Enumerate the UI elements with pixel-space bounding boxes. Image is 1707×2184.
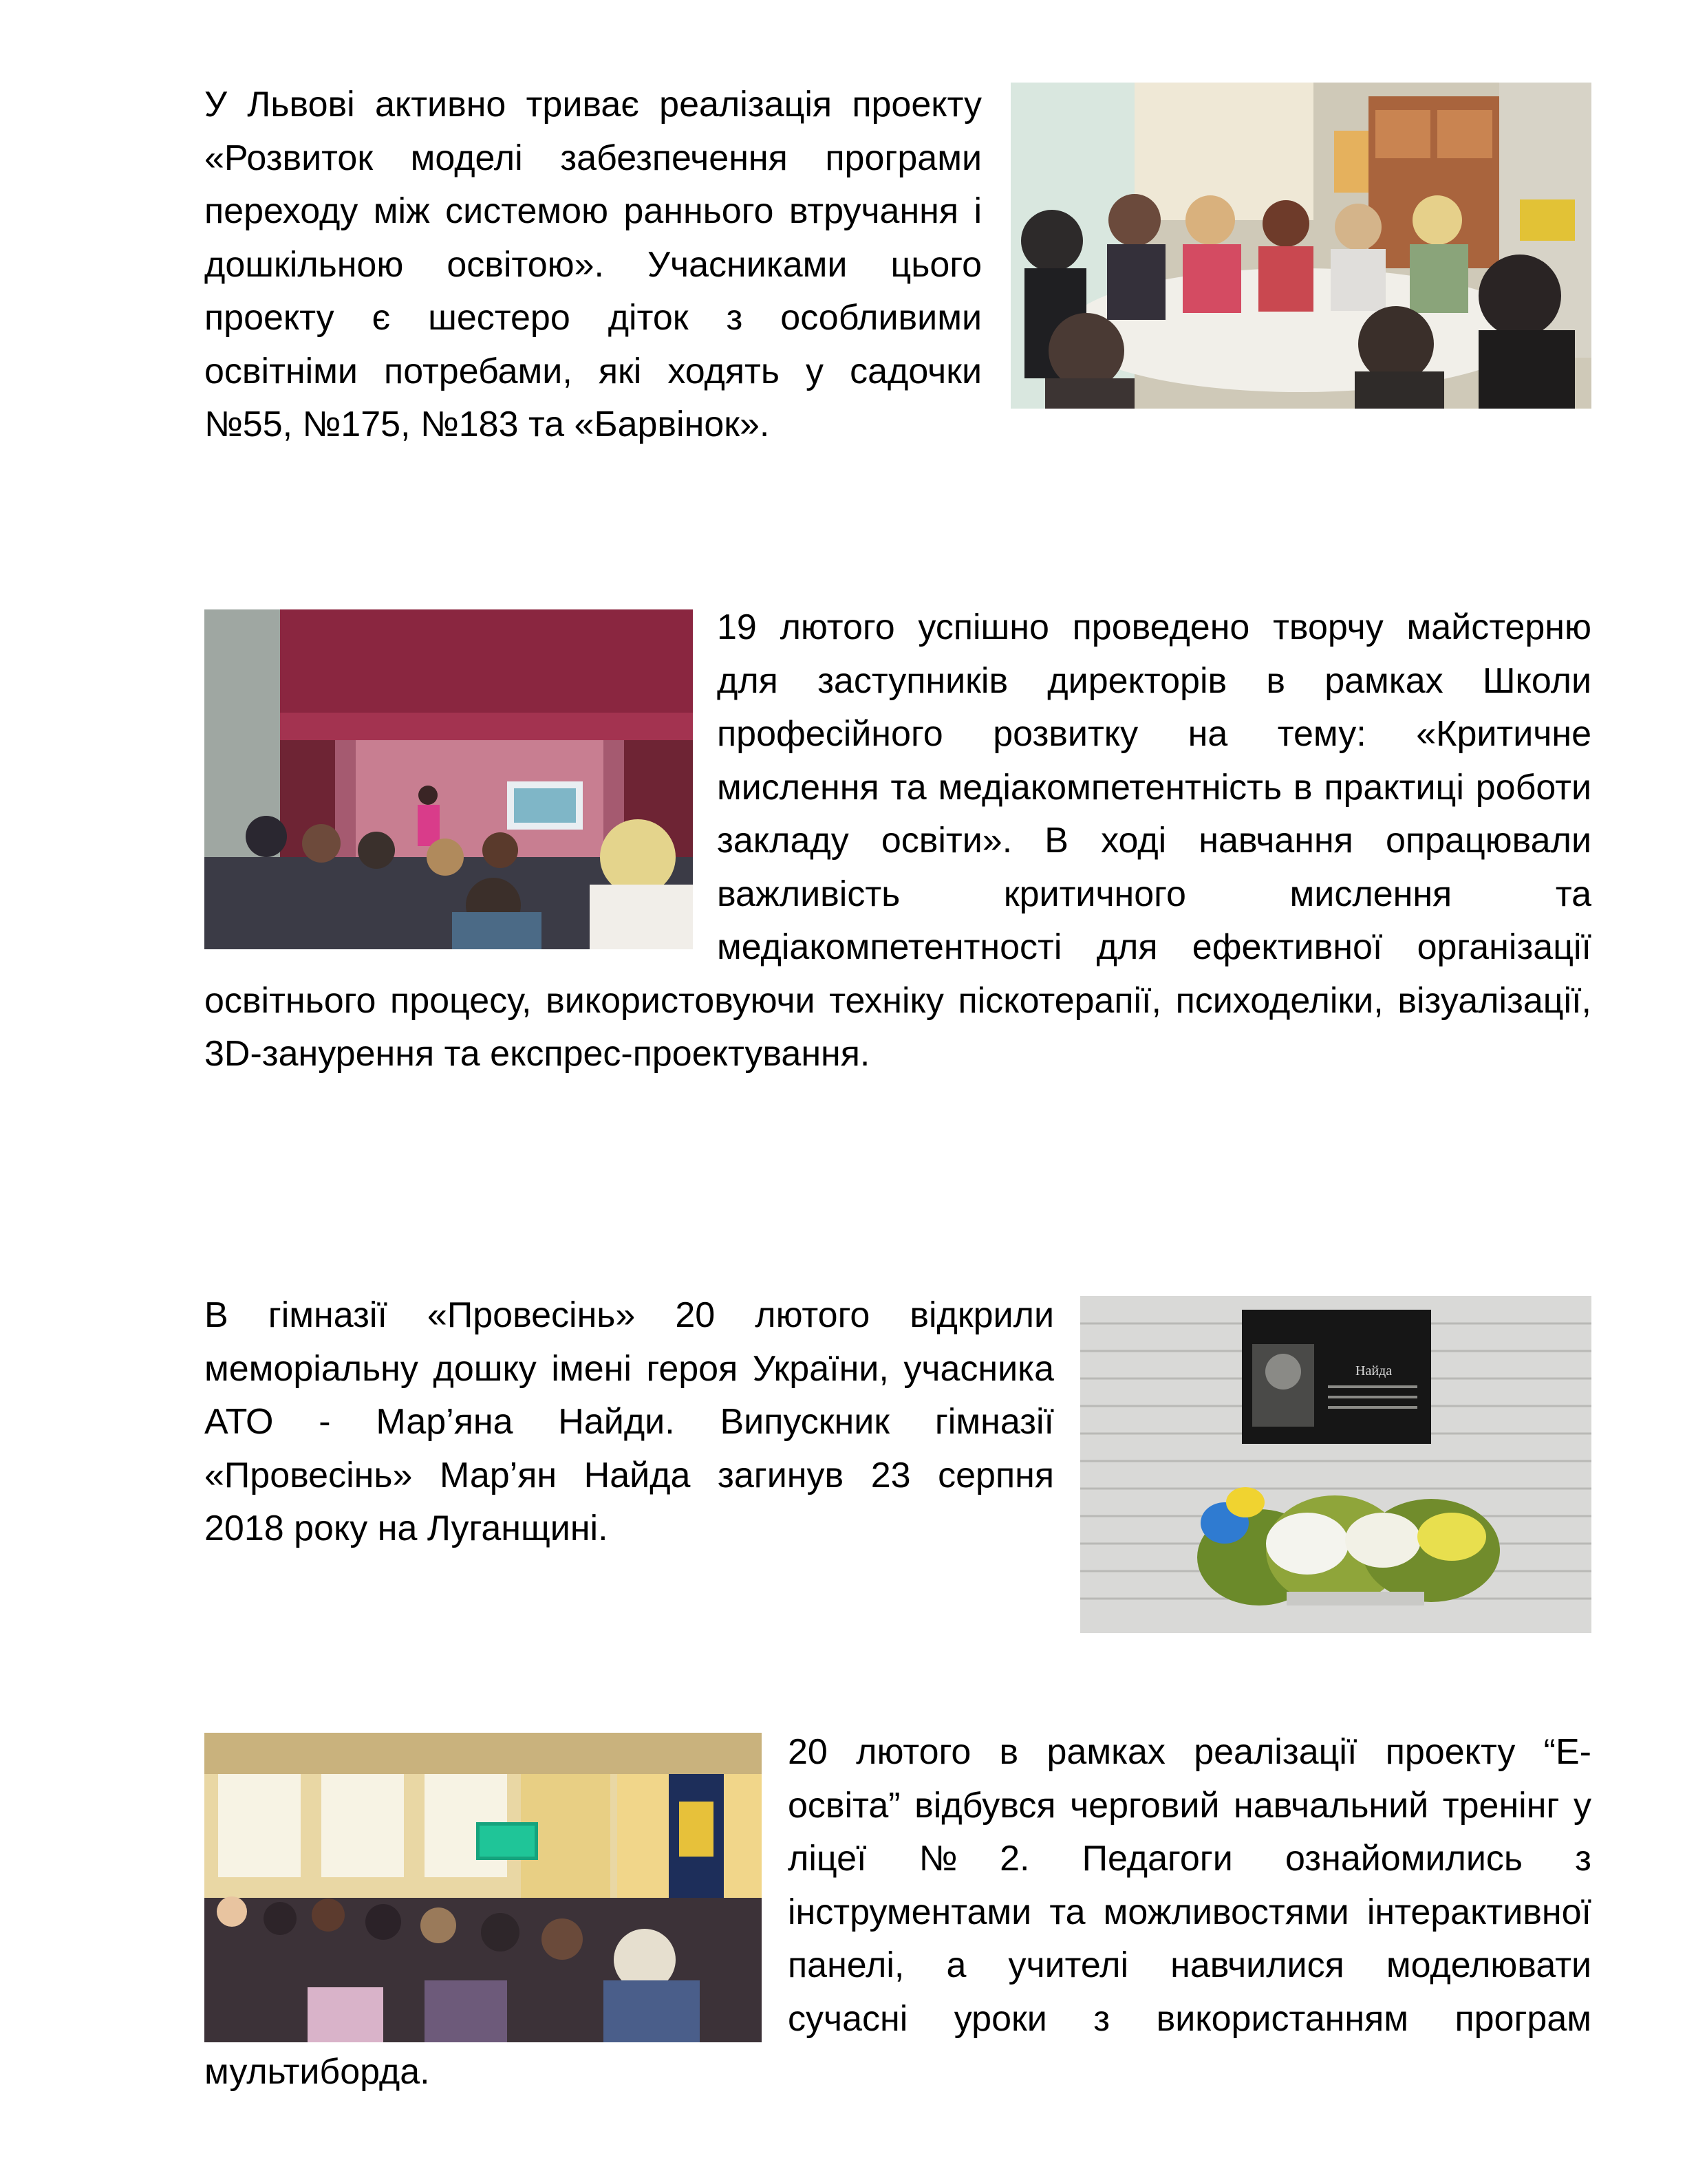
article-3-text: В гімназії «Провесінь» 20 лютого відкрили меморіальну дошку імені героя України, учасника АТО - Мар’яна Найди. Випускник гімназії «Провесінь» Мар’ян Найда загинув 23 серпня 2018 року на Луганщині. [204, 1295, 1054, 1548]
article-4-text: 20 лютого в рамках реалізації проекту “Е-освіта” відбувся черговий навчальний тренінг у ліцеї №2. Педагоги ознайомились з інструментами та можливостями інтерактивної панелі, а учителі навчилися моделювати сучасні уроки з використанням програм мультиборда. [204, 1732, 1591, 2092]
meeting-room-photo [1011, 83, 1591, 409]
plaque-name: Найда [1355, 1363, 1393, 1378]
article-4-block [204, 1726, 1591, 2099]
article-4-photo-space [204, 1726, 788, 2046]
article-1-text: У Львові активно триває реалізація проекту «Розвиток моделі забезпечення програми переходу між системою раннього втручання і дошкільною освітою». Учасниками цього проекту є шестеро діток з особливими освітніми потребами, які ходять у садочки №55, №175, №183 та «Барвінок». [204, 85, 982, 444]
article-2-photo-space [204, 601, 717, 949]
article-2-text: 19 лютого успішно проведено творчу майстерню для заступників директорів в рамках Школи професійного розвитку на тему: «Критичне мислення та медіакомпетентність в практиці роботи закладу освіти». В ході навчання опрацювали важливість критичного мислення та медіакомпетентності для ефективної організації освітнього процесу, використовуючи техніку піскотерапії, психоделіки, візуалізації, 3D-занурення та експрес-проектування. [204, 607, 1591, 1074]
article-2-block [204, 601, 1591, 1081]
memorial-plaque-photo [1080, 1296, 1591, 1633]
